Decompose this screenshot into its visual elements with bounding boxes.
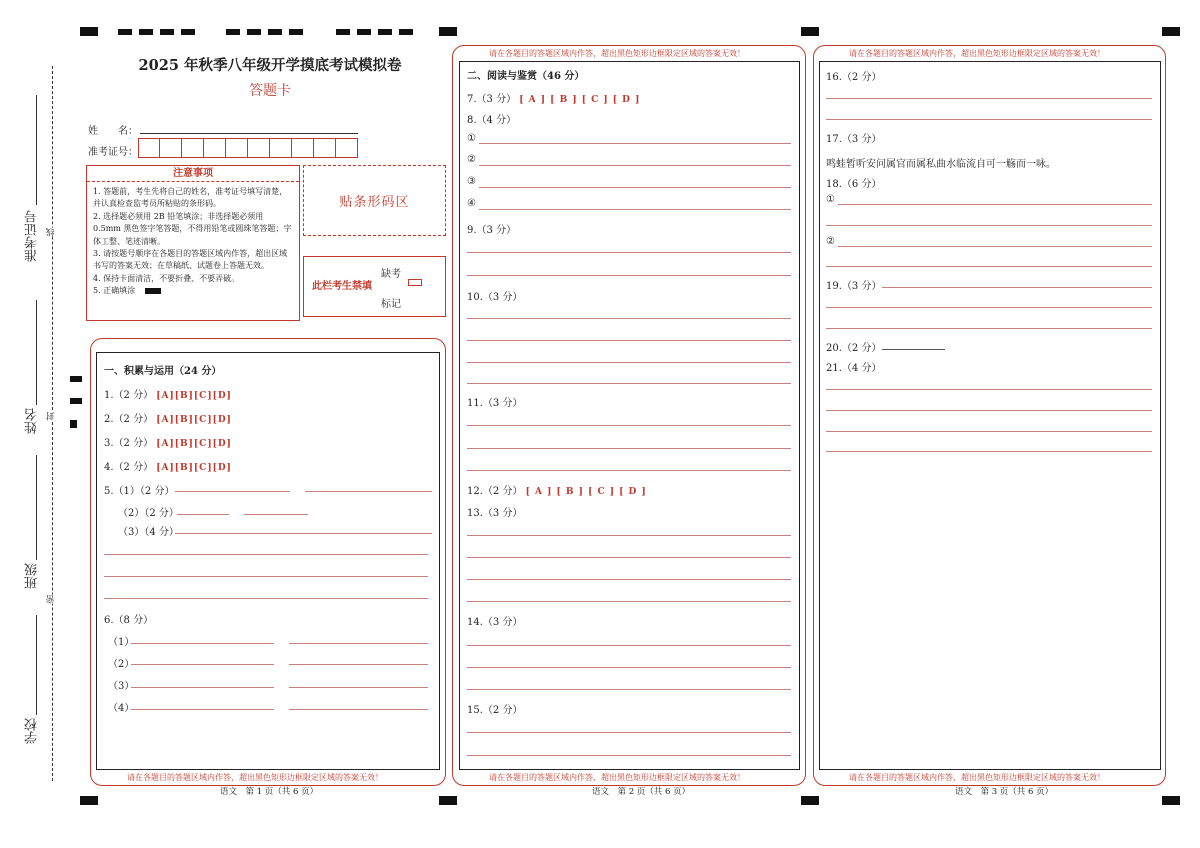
choice-options-q4[interactable]: [A][B][C][D] [156, 463, 232, 473]
answer-line[interactable] [467, 535, 791, 536]
answer-line[interactable] [467, 252, 791, 253]
question-10: 10.（3 分） [467, 292, 523, 303]
question-8-part: ④ [467, 198, 476, 209]
timing-mark [378, 29, 392, 35]
exam-no-boxes[interactable] [138, 138, 358, 158]
question-18-part: ① [826, 194, 835, 205]
barcode-area: 贴条形码区 [303, 165, 446, 236]
side-label-school: 学校 [25, 718, 40, 744]
timing-mark [80, 27, 98, 36]
answer-line[interactable] [289, 687, 428, 688]
answer-line[interactable] [467, 340, 791, 341]
question-8: 8.（4 分） [467, 115, 517, 126]
timing-mark [357, 29, 371, 35]
answer-line[interactable] [838, 204, 1152, 205]
timing-mark [226, 29, 240, 35]
answer-line[interactable] [882, 349, 945, 350]
answer-line[interactable] [289, 643, 428, 644]
notice-item: 5. 正确填涂 [93, 286, 136, 296]
question-17: 17.（3 分） [826, 134, 882, 145]
timing-mark [139, 29, 153, 35]
choice-options-q3[interactable]: [A][B][C][D] [156, 439, 232, 449]
question-9: 9.（3 分） [467, 225, 517, 236]
question-2: 2.（2 分） [A][B][C][D] [104, 414, 232, 425]
answer-line[interactable] [104, 554, 428, 555]
answer-line[interactable] [826, 225, 1152, 226]
answer-line[interactable] [882, 287, 1152, 288]
answer-line[interactable] [826, 307, 1152, 308]
timing-mark [289, 29, 303, 35]
binding-line [52, 66, 53, 781]
question-11: 11.（3 分） [467, 398, 523, 409]
answer-line[interactable] [479, 165, 791, 166]
answer-line[interactable] [467, 425, 791, 426]
name-label: 姓 名： [88, 126, 138, 137]
notice-item: 2. 选择题必须用 2B 铅笔填涂；非选择题必须用 0.5mm 黑色签字笔答题，不得用铅笔或圆珠笔答题；字体工整、笔迹清晰。 [93, 211, 292, 246]
timing-mark [268, 29, 282, 35]
page-title: 2025 年秋季八年级开学摸底考试模拟卷 [138, 57, 402, 74]
section-1-title: 一、积累与运用（24 分） [104, 366, 222, 377]
name-field[interactable] [140, 133, 358, 134]
answer-line[interactable] [467, 601, 791, 602]
notice-item: 1. 答题前，考生先将自己的姓名，准考证号填写清楚，并认真检查监考员所粘贴的条形码。 [93, 187, 288, 209]
question-17-text: 鸣蛙暂听安问属官而属私曲水临流自可一觞而一咏。 [826, 159, 1056, 170]
timing-mark [1162, 796, 1180, 805]
question-3: 3.（2 分） [A][B][C][D] [104, 438, 232, 449]
answer-line[interactable] [826, 119, 1152, 120]
question-16: 16.（2 分） [826, 72, 882, 83]
question-7: 7.（3 分） [ A ] [ B ] [ C ] [ D ] [467, 94, 641, 105]
timing-mark [70, 420, 77, 428]
question-15: 15.（2 分） [467, 705, 523, 716]
absent-box [303, 256, 446, 317]
timing-mark [801, 27, 819, 36]
answer-line[interactable] [175, 533, 432, 534]
answer-line[interactable] [479, 143, 791, 144]
timing-mark [439, 796, 457, 805]
page-footer: 语文 第 2 页（共 6 页） [592, 787, 691, 797]
question-8-part: ① [467, 133, 476, 144]
answer-line[interactable] [305, 491, 432, 492]
exam-no-label: 准考证号： [88, 147, 138, 158]
answer-line[interactable] [104, 598, 428, 599]
choice-options-q7[interactable]: [ A ] [ B ] [ C ] [ D ] [519, 95, 641, 105]
question-5-2: （2）（2 分） [118, 508, 179, 519]
timing-mark [801, 796, 819, 805]
absent-checkbox[interactable] [408, 279, 422, 286]
side-label-exam-no: 准考证号 [25, 210, 40, 262]
answer-line[interactable] [479, 187, 791, 188]
question-13: 13.（3 分） [467, 508, 523, 519]
cut-label-secret: 密 [46, 595, 56, 604]
side-underline [36, 615, 37, 715]
answer-line[interactable] [467, 579, 791, 580]
answer-line[interactable] [826, 410, 1152, 411]
answer-line[interactable] [131, 709, 274, 710]
answer-line[interactable] [467, 755, 791, 756]
answer-line[interactable] [131, 643, 274, 644]
answer-line[interactable] [175, 491, 290, 492]
question-6: 6.（8 分） [104, 615, 154, 626]
answer-line[interactable] [104, 576, 428, 577]
side-label-class: 班级 [25, 563, 40, 589]
side-underline [36, 95, 37, 205]
timing-mark [439, 27, 457, 36]
answer-line[interactable] [826, 328, 1152, 329]
timing-mark [399, 29, 413, 35]
absent-label: 缺考 [381, 269, 401, 280]
warning-text: 请在各题目的答题区域内作答，超出黑色矩形边框限定区域的答案无效！ [124, 772, 386, 783]
answer-line[interactable] [826, 431, 1152, 432]
answer-line[interactable] [826, 266, 1152, 267]
timing-mark [336, 29, 350, 35]
warning-text: 请在各题目的答题区域内作答，超出黑色矩形边框限定区域的答案无效！ [486, 772, 748, 783]
side-underline [36, 300, 37, 405]
answer-line[interactable] [467, 470, 791, 471]
answer-line[interactable] [289, 664, 428, 665]
answer-line[interactable] [826, 389, 1152, 390]
answer-line[interactable] [131, 664, 274, 665]
side-label-name: 姓名 [25, 408, 40, 434]
timing-mark [247, 29, 261, 35]
question-6-part: （1） [108, 637, 135, 648]
answer-line[interactable] [467, 689, 791, 690]
answer-line[interactable] [467, 448, 791, 449]
answer-line[interactable] [131, 687, 274, 688]
timing-mark [181, 29, 195, 35]
question-4: 4.（2 分） [A][B][C][D] [104, 462, 232, 473]
filled-bubble-sample [145, 288, 161, 294]
answer-line[interactable] [467, 383, 791, 384]
forbidden-label: 此栏考生禁填 [312, 281, 372, 292]
question-21: 21.（4 分） [826, 363, 882, 374]
answer-line[interactable] [177, 514, 229, 515]
choice-options-q2[interactable]: [A][B][C][D] [156, 415, 232, 425]
section-2-title: 二、阅读与鉴赏（46 分） [467, 71, 585, 82]
notice-box [86, 165, 300, 321]
answer-line[interactable] [467, 645, 791, 646]
question-20: 20.（2 分） [826, 343, 882, 354]
warning-text: 请在各题目的答题区域内作答，超出黑色矩形边框限定区域的答案无效！ [846, 48, 1108, 59]
question-14: 14.（3 分） [467, 617, 523, 628]
question-5-1: 5.（1）（2 分） [104, 486, 175, 497]
question-18-part: ② [826, 236, 835, 247]
timing-mark [160, 29, 174, 35]
answer-line[interactable] [838, 246, 1152, 247]
answer-line[interactable] [467, 318, 791, 319]
question-6-part: （3） [108, 681, 135, 692]
question-8-part: ② [467, 154, 476, 165]
cut-label-seal: 封 [46, 412, 56, 421]
choice-options-q1[interactable]: [A][B][C][D] [156, 391, 232, 401]
question-5-3: （3）（4 分） [118, 527, 179, 538]
question-1: 1.（2 分） [A][B][C][D] [104, 390, 232, 401]
answer-line[interactable] [467, 275, 791, 276]
question-12: 12.（2 分） [ A ] [ B ] [ C ] [ D ] [467, 486, 647, 497]
page-footer: 语文 第 3 页（共 6 页） [955, 787, 1054, 797]
question-18: 18.（6 分） [826, 179, 882, 190]
page-subtitle: 答题卡 [249, 83, 291, 99]
answer-line[interactable] [467, 362, 791, 363]
page-footer: 语文 第 1 页（共 6 页） [220, 787, 319, 797]
side-underline [36, 455, 37, 560]
question-6-part: （4） [108, 703, 135, 714]
answer-line[interactable] [244, 514, 308, 515]
timing-mark [80, 796, 98, 805]
question-6-part: （2） [108, 659, 135, 670]
choice-options-q12[interactable]: [ A ] [ B ] [ C ] [ D ] [525, 487, 647, 497]
answer-line[interactable] [467, 557, 791, 558]
question-19: 19.（3 分） [826, 281, 882, 292]
answer-line[interactable] [289, 709, 428, 710]
question-8-part: ③ [467, 176, 476, 187]
timing-mark [70, 398, 82, 404]
mark-label: 标记 [381, 299, 401, 310]
timing-mark [70, 376, 82, 382]
cut-label-line: 线 [46, 228, 56, 237]
warning-text: 请在各题目的答题区域内作答，超出黑色矩形边框限定区域的答案无效！ [846, 772, 1108, 783]
notice-item: 4. 保持卡面清洁，不要折叠、不要弄破。 [93, 273, 240, 283]
notice-title: 注意事项 [87, 166, 299, 182]
answer-line[interactable] [467, 732, 791, 733]
notice-item: 3. 请按题号顺序在各题目的答题区域内作答，超出区域书写的答案无效；在草稿纸、试题卷上答题无效。 [93, 249, 288, 271]
answer-region-2 [459, 61, 800, 770]
answer-line[interactable] [479, 209, 791, 210]
warning-text: 请在各题目的答题区域内作答，超出黑色矩形边框限定区域的答案无效！ [486, 48, 748, 59]
answer-line[interactable] [826, 98, 1152, 99]
answer-line[interactable] [467, 667, 791, 668]
timing-mark [1162, 27, 1180, 36]
answer-line[interactable] [826, 451, 1152, 452]
timing-mark [118, 29, 132, 35]
